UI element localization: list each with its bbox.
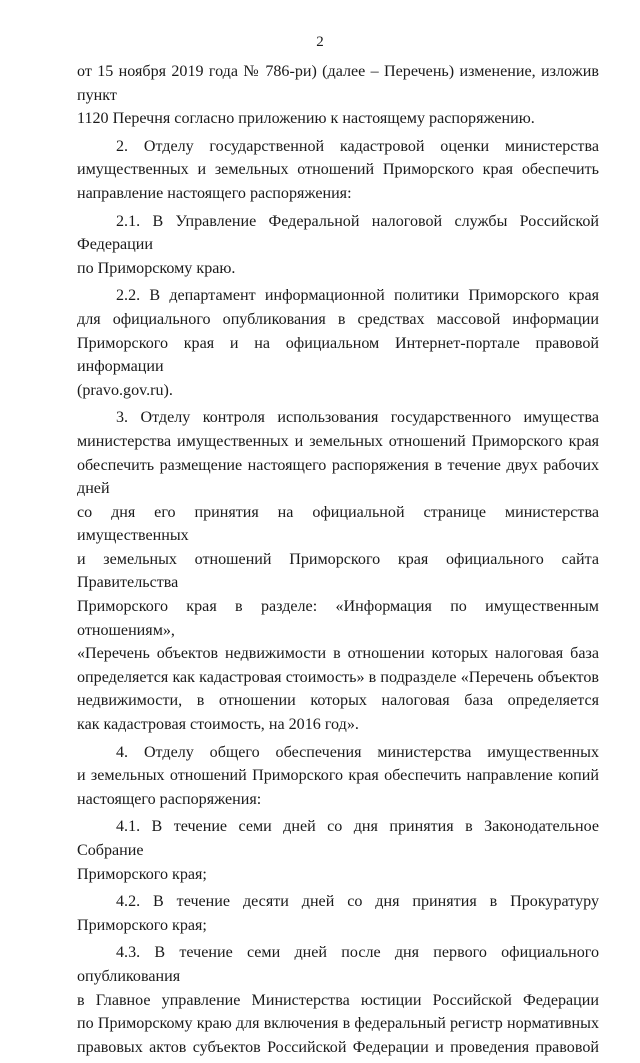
text-line: обеспечить размещение настоящего распоряжения в течение двух рабочих дней <box>77 456 599 498</box>
text-line: недвижимости, в отношении которых налоговая база определяется <box>77 692 599 710</box>
text-line: как кадастровая стоимость, на 2016 год». <box>77 716 359 734</box>
text-line: правовых актов субъектов Российской Федерации и проведения правовой <box>77 1038 599 1056</box>
text-line: направление настоящего распоряжения: <box>77 184 352 202</box>
text-line: для официального опубликования в средствах массовой информации <box>77 310 599 328</box>
text-line: Приморского края; <box>77 865 207 883</box>
text-line: 2.2. В департамент информационной политики Приморского края <box>116 287 599 305</box>
text-line: 4.2. В течение десяти дней со дня принятия в Прокуратуру <box>116 893 599 911</box>
text-line: со дня его принятия на официальной странице министерства имущественных <box>77 503 599 545</box>
text-line: 4.3. В течение семи дней после дня первого официального опубликования <box>77 944 599 985</box>
text-line: (pravo.gov.ru). <box>77 381 173 399</box>
text-line: 4. Отделу общего обеспечения министерства имущественных <box>116 743 599 761</box>
paragraph-continuation <box>77 60 599 131</box>
text-line: и земельных отношений Приморского края официального сайта Правительства <box>77 550 599 592</box>
text-line: 4.1. В течение семи дней со дня принятия в Законодательное Собрание <box>77 818 599 859</box>
text-line: имущественных и земельных отношений Приморского края обеспечить <box>77 161 599 179</box>
text-line: 2. Отделу государственной кадастровой оценки министерства <box>116 137 599 155</box>
page-number: 2 <box>316 34 324 50</box>
text-line: настоящего распоряжения: <box>77 790 262 808</box>
text-line: Приморского края в разделе: «Информация по имущественным отношениям», <box>77 598 599 639</box>
paragraph-item-2-1 <box>77 210 599 281</box>
text-line: 3. Отделу контроля использования государственного имущества <box>116 409 599 427</box>
text-line: 2.1. В Управление Федеральной налоговой службы Российской Федерации <box>77 212 599 254</box>
paragraph-item-4 <box>77 741 599 812</box>
document-body <box>77 60 599 1063</box>
text-line: по Приморскому краю. <box>77 259 236 277</box>
text-line: 1120 Перечня согласно приложению к настоящему распоряжению. <box>77 110 535 128</box>
paragraph-item-4-2 <box>77 890 599 937</box>
paragraph-item-3 <box>77 406 599 736</box>
paragraph-item-4-1 <box>77 815 599 886</box>
text-line: министерства имущественных и земельных отношений Приморского края <box>77 432 599 450</box>
text-line: Приморского края и на официальном Интернет-портале правовой информации <box>77 334 599 376</box>
text-line: Приморского края; <box>77 916 207 934</box>
paragraph-item-2-2 <box>77 284 599 402</box>
text-line: и земельных отношений Приморского края обеспечить направление копий <box>77 767 599 785</box>
text-line: «Перечень объектов недвижимости в отношении которых налоговая база <box>77 645 599 663</box>
text-line: определяется как кадастровая стоимость» в подразделе «Перечень объектов <box>77 668 599 686</box>
paragraph-item-4-3 <box>77 941 599 1059</box>
paragraph-item-2 <box>77 135 599 206</box>
text-line: в Главное управление Министерства юстиции Российской Федерации <box>77 991 599 1009</box>
text-line: по Приморскому краю для включения в федеральный регистр нормативных <box>77 1015 599 1033</box>
text-line: от 15 ноября 2019 года № 786-ри) (далее – Перечень) изменение, изложив пункт <box>77 63 599 104</box>
